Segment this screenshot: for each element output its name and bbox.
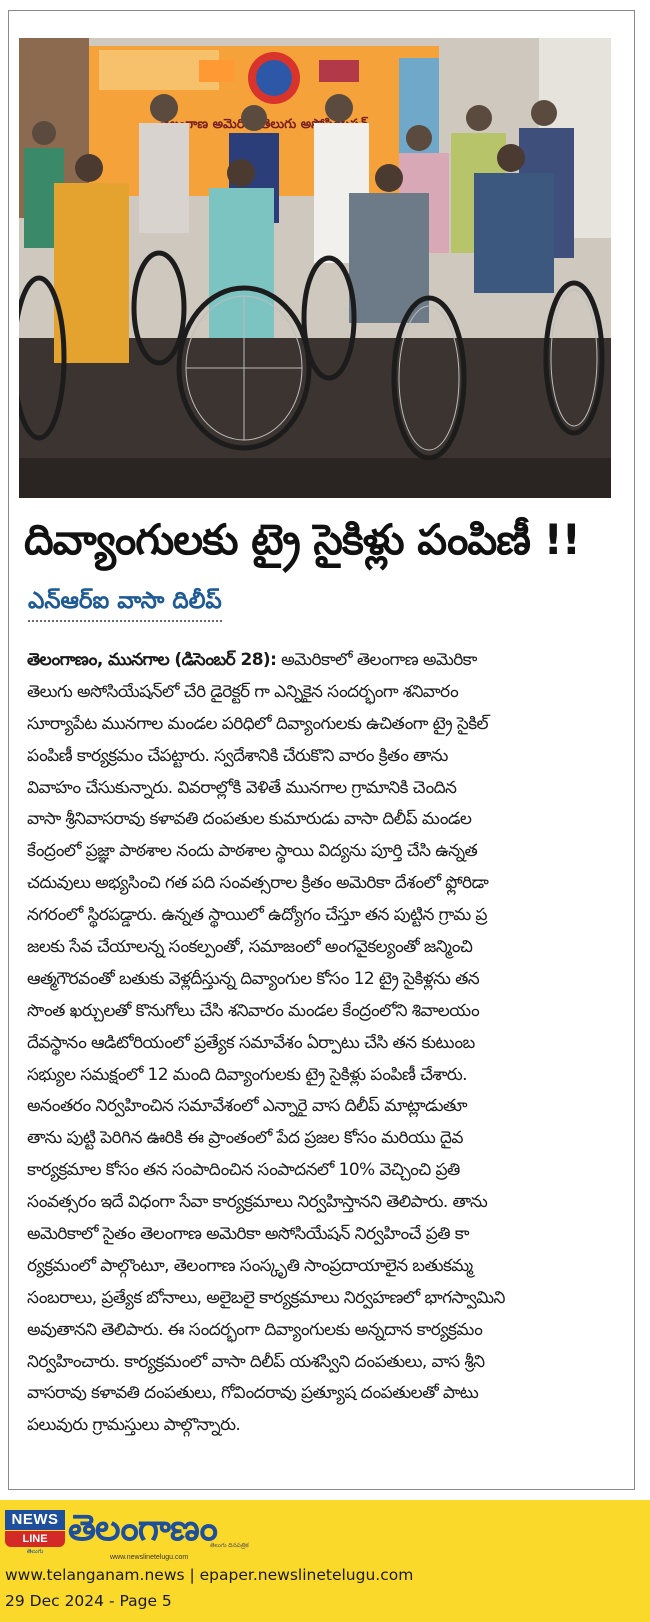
- body-line: సంబరాలు, ప్రత్యేక బోనాలు, అలైబలై కార్యక్రమాలు నిర్వహణలో భాగస్వామిని: [27, 1287, 505, 1308]
- article-photo: [19, 38, 611, 498]
- headline: దివ్యాంగులకు ట్రై సైకిళ్లు పంపిణీ !!: [24, 515, 580, 564]
- dateline: తెలంగాణం, మునగాల (డిసెంబర్ 28):: [27, 650, 277, 670]
- logo-news-text: NEWS: [5, 1510, 65, 1530]
- body-line: ఆత్మగౌరవంతో బతుకు వెళ్లదీస్తున్న దివ్యాంగుల కోసం 12 ట్రై సైకిళ్లను తన: [27, 968, 480, 989]
- body-line: పంపిణీ కార్యక్రమం చేపట్టారు. స్వదేశానికి చేరుకొని వారం క్రితం తాను: [27, 745, 448, 766]
- body-line: పలువురు గ్రామస్తులు పాల్గొన్నారు.: [27, 1415, 241, 1436]
- body-line: నిర్వహించారు. కార్యక్రమంలో వాసా దిలీప్ యశస్విని దంపతులు, వాస శ్రీని: [27, 1351, 485, 1372]
- masthead-url[interactable]: www.newslinetelugu.com: [110, 1554, 189, 1561]
- body-line: సభ్యుల సమక్షంలో 12 మంది దివ్యాంగులకు ట్రై సైకిళ్లు పంపిణీ చేశారు.: [27, 1064, 467, 1085]
- body-line: అనంతరం నిర్వహించిన సమావేశంలో ఎన్నారై వాస దిలీప్ మాట్లాడుతూ: [27, 1096, 467, 1117]
- body-line: నగరంలో స్థిరపడ్డారు. ఉన్నత స్థాయిలో ఉద్యోగం చేస్తూ తన పుట్టిన గ్రామ ప్ర: [27, 905, 487, 926]
- body-line: సొంత ఖర్చులతో కొనుగోలు చేసి శనివారం మండల కేంద్రంలోని శివాలయం: [27, 1000, 480, 1021]
- body-line: సూర్యాపేట మునగాల మండల పరిధిలో దివ్యాంగులకు ఉచితంగా ట్రై సైకిల్: [27, 713, 488, 734]
- body-line: చదువులు అభ్యసించి గత పది సంవత్సరాల క్రితం అమెరికా దేశంలో ఫ్లోరిడా: [27, 873, 489, 894]
- footer-date-page: 29 Dec 2024 - Page 5: [5, 1592, 172, 1610]
- newsline-logo[interactable]: [5, 1510, 65, 1554]
- banner-text: అమెరికా తెలుగు: [212, 117, 297, 132]
- footer-links[interactable]: www.telanganam.news | epaper.newslinetelugu.com: [5, 1566, 414, 1584]
- logo-sub-text: తెలుగు: [26, 1549, 44, 1555]
- body-line-text: అమెరికాలో తెలంగాణ అమెరికా: [276, 650, 477, 670]
- body-line: అమెరికాలో సైతం తెలంగాణ అమెరికా అసోసియేషన్ నిర్వహించే ప్రతి కా: [27, 1224, 469, 1245]
- body-line: కార్యక్రమాల కోసం తన సంపాదించిన సంపాదనలో 10% వెచ్చించి ప్రతి: [27, 1160, 460, 1181]
- body-line: ర్యక్రమంలో పాల్గొంటూ, తెలంగాణ సంస్కృతి సాంప్రదాయాలైన బతుకమ్మ: [27, 1255, 473, 1276]
- article-body: [27, 645, 617, 1442]
- body-line: వాసా శ్రీనివాసరావు కళావతి దంపతుల కుమారుడు వాసా దిలీప్ మండల: [27, 809, 472, 830]
- body-line: అవుతానని తెలిపారు. ఈ సందర్భంగా దివ్యాంగులకు అన్నదాన కార్యక్రమం: [27, 1319, 483, 1340]
- body-line: జలకు సేవ చేయాలన్న సంకల్పంతో, సమాజంలో అంగవైకల్యంతో జన్మించి: [27, 937, 473, 958]
- body-line: వాసరావు కళావతి దంపతులు, గోవిందరావు ప్రత్యూష దంపతులతో పాటు: [27, 1383, 479, 1404]
- body-line: [27, 645, 617, 677]
- body-line: వివాహం చేసుకున్నారు. వివరాల్లోకి వెళితే మునగాల గ్రామానికి చెందిన: [27, 777, 457, 798]
- byline: ఎన్ఆర్ఐ వాసా దిలీప్: [28, 585, 222, 622]
- footer-bar: [0, 1500, 650, 1622]
- body-line: దేవస్థానం ఆడిటోరియంలో ప్రత్యేక సమావేశం ఏర్పాటు చేసి తన కుటుంబ: [27, 1032, 475, 1053]
- logo-line-text: LINE: [5, 1531, 65, 1547]
- masthead-tagline: తెలుగు దినపత్రిక: [210, 1543, 249, 1549]
- body-line: కేంద్రంలో ప్రజ్ఞా పాఠశాల నందు పాఠశాల స్థాయి విద్యను పూర్తి చేసి ఉన్నత: [27, 841, 478, 862]
- body-line: సంవత్సరం ఇదే విధంగా సేవా కార్యక్రమాలు నిర్వహిస్తానని తెలిపారు. తాను: [27, 1192, 488, 1213]
- body-line: తాను పుట్టి పెరిగిన ఊరికి ఈ ప్రాంతంలో పేద ప్రజల కోసం మరియు దైవ: [27, 1128, 463, 1149]
- masthead-title: తెలంగాణం: [68, 1508, 217, 1549]
- body-line: తెలుగు అసోసియేషన్‌లో చేరి డైరెక్టర్ గా ఎన్నికైన సందర్భంగా శనివారం: [27, 681, 459, 702]
